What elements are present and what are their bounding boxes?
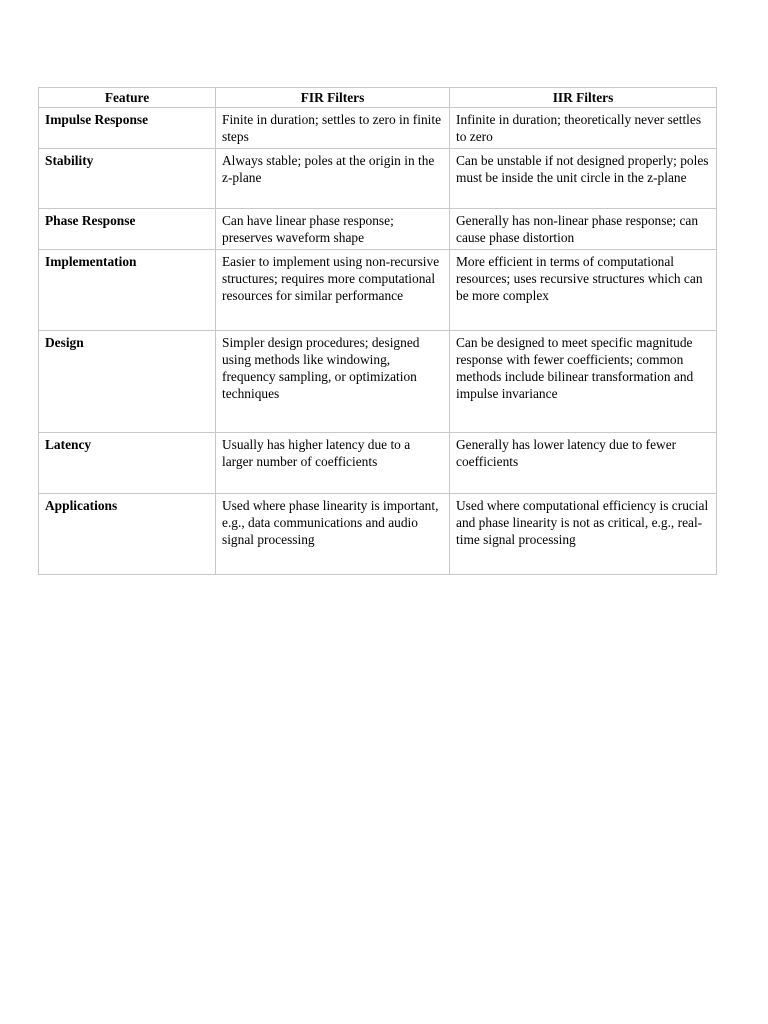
- iir-cell: Can be unstable if not designed properly; poles must be inside the unit circle in the z-plane: [450, 149, 717, 209]
- iir-cell: Generally has non-linear phase response; can cause phase distortion: [450, 209, 717, 250]
- feature-cell: Implementation: [39, 250, 216, 331]
- table-row: [39, 149, 717, 209]
- header-feature: Feature: [39, 88, 216, 108]
- table-row: [39, 331, 717, 433]
- iir-cell: Used where computational efficiency is crucial and phase linearity is not as critical, e.g., real-time signal processing: [450, 494, 717, 575]
- feature-cell: Latency: [39, 433, 216, 494]
- feature-cell: Applications: [39, 494, 216, 575]
- feature-cell: Design: [39, 331, 216, 433]
- comparison-table: [38, 87, 717, 575]
- feature-cell: Impulse Response: [39, 108, 216, 149]
- fir-cell: Used where phase linearity is important, e.g., data communications and audio signal processing: [216, 494, 450, 575]
- table-row: [39, 250, 717, 331]
- header-iir-filters: IIR Filters: [450, 88, 717, 108]
- feature-cell: Phase Response: [39, 209, 216, 250]
- table-row: [39, 108, 717, 149]
- fir-cell: Usually has higher latency due to a larger number of coefficients: [216, 433, 450, 494]
- fir-cell: Easier to implement using non-recursive structures; requires more computational resources for similar performance: [216, 250, 450, 331]
- fir-cell: Always stable; poles at the origin in the z-plane: [216, 149, 450, 209]
- feature-cell: Stability: [39, 149, 216, 209]
- fir-cell: Simpler design procedures; designed using methods like windowing, frequency sampling, or optimization techniques: [216, 331, 450, 433]
- iir-cell: More efficient in terms of computational resources; uses recursive structures which can be more complex: [450, 250, 717, 331]
- fir-cell: Finite in duration; settles to zero in finite steps: [216, 108, 450, 149]
- iir-cell: Can be designed to meet specific magnitude response with fewer coefficients; common methods include bilinear transformation and impulse invariance: [450, 331, 717, 433]
- table-row: [39, 209, 717, 250]
- table-header-row: [39, 88, 717, 108]
- iir-cell: Infinite in duration; theoretically never settles to zero: [450, 108, 717, 149]
- table-row: [39, 433, 717, 494]
- header-fir-filters: FIR Filters: [216, 88, 450, 108]
- iir-cell: Generally has lower latency due to fewer coefficients: [450, 433, 717, 494]
- fir-cell: Can have linear phase response; preserves waveform shape: [216, 209, 450, 250]
- table-row: [39, 494, 717, 575]
